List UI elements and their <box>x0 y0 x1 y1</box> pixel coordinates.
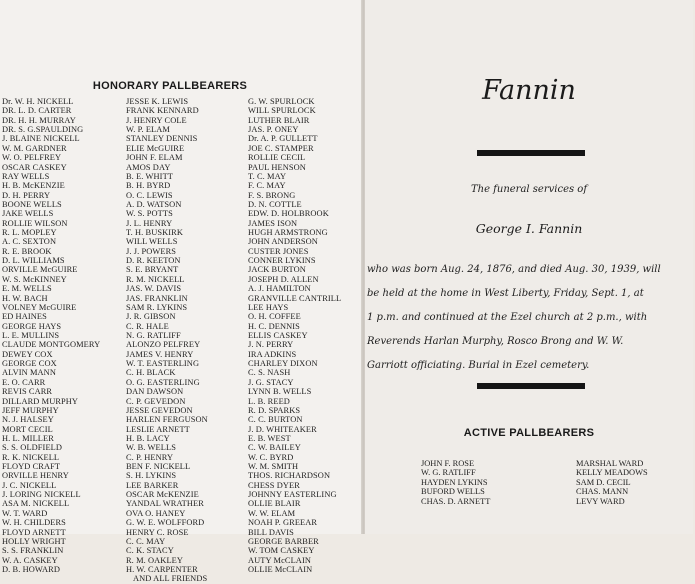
pallbearer-name: LYNN B. WELLS <box>248 387 312 397</box>
pallbearer-name: ORVILLE McGUIRE <box>2 265 78 275</box>
obituary-line: 1 p.m. and continued at the Ezel church at 2 p.m., with <box>367 312 648 323</box>
pallbearer-name: YANDAL WRATHER <box>126 499 204 509</box>
pallbearer-name: W. A. CASKEY <box>2 555 58 565</box>
pallbearer-name: D. N. COTTLE <box>248 199 302 209</box>
pallbearer-name: L. E. MULLINS <box>2 330 60 340</box>
pallbearer-name: HAYDEN LYKINS <box>421 477 488 487</box>
pallbearer-name: LUTHER BLAIR <box>248 115 310 125</box>
pallbearer-name: JAS. P. ONEY <box>248 125 299 135</box>
services-line: The funeral services of <box>470 184 588 195</box>
pallbearer-name: VOLNEY McGUIRE <box>2 302 77 312</box>
pallbearer-name: J. R. GIBSON <box>126 312 176 322</box>
pallbearer-name: OSCAR CASKEY <box>2 162 67 172</box>
pallbearer-name: GEORGE HAYS <box>2 321 62 331</box>
pallbearer-name: J. L. HENRY <box>126 218 173 228</box>
pallbearer-name: GRANVILLE CANTRILL <box>248 293 342 303</box>
pallbearer-name: LEE HAYS <box>248 302 289 312</box>
pallbearer-name: Dr. A. P. GULLETT <box>248 134 318 144</box>
pallbearer-name: LESLIE ARNETT <box>126 424 190 434</box>
pallbearer-name: KELLY MEADOWS <box>576 468 648 478</box>
pallbearer-name: ELLIS CASKEY <box>248 330 308 340</box>
pallbearer-name: F. C. MAY <box>248 181 286 191</box>
pallbearer-name: J. LORING NICKELL <box>2 490 81 500</box>
pallbearer-name: CHAS. MANN <box>576 487 629 497</box>
pallbearer-name: JAS. W. DAVIS <box>126 284 182 294</box>
pallbearer-name: ROLLIE WILSON <box>2 218 68 228</box>
honorary-column-3 <box>248 97 341 574</box>
pallbearer-name: GEORGE COX <box>2 359 57 369</box>
pallbearer-name: R. K. NICKELL <box>2 452 60 462</box>
pallbearer-name: S. E. BRYANT <box>126 265 179 275</box>
pallbearer-name: R. M. OAKLEY <box>126 555 184 565</box>
pallbearer-name: JESSE K. LEWIS <box>126 97 189 106</box>
pallbearer-name: AND ALL FRIENDS <box>133 574 208 584</box>
pallbearer-name: FLOYD ARNETT <box>2 527 66 537</box>
pallbearer-name: A. D. WATSON <box>126 199 182 209</box>
pallbearer-name: AMOS DAY <box>126 162 171 172</box>
pallbearer-name: D. B. HOWARD <box>2 564 60 574</box>
pallbearer-name: CONNER LYKINS <box>248 256 316 266</box>
pallbearer-name: FRANK KENNARD <box>126 106 199 116</box>
pallbearer-name: SAM R. LYKINS <box>126 302 188 312</box>
right-page <box>365 0 693 534</box>
pallbearer-name: DILLARD MURPHY <box>2 396 79 406</box>
pallbearer-name: H. L. MILLER <box>2 433 54 443</box>
pallbearer-name: C. K. STACY <box>126 546 174 556</box>
pallbearer-name: O. H. COFFEE <box>248 312 301 322</box>
pallbearer-name: W. M. GARDNER <box>2 143 67 153</box>
pallbearer-name: G. W. SPURLOCK <box>248 97 315 106</box>
pallbearer-name: JOE C. STAMPER <box>248 143 314 153</box>
pallbearer-name: HUGH ARMSTRONG <box>248 228 328 238</box>
pallbearer-name: DR. H. H. MURRAY <box>2 115 76 125</box>
pallbearer-name: AUTY McCLAIN <box>248 555 311 565</box>
pallbearer-name: W. S. McKINNEY <box>2 274 67 284</box>
pallbearer-name: W. M. SMITH <box>248 462 299 472</box>
pallbearer-name: REVIS CARR <box>2 387 53 397</box>
pallbearer-name: JACK BURTON <box>248 265 306 275</box>
pallbearer-name: PAUL HENSON <box>248 162 306 172</box>
pallbearer-name: W. O. PELFREY <box>2 153 62 163</box>
pallbearer-name: C. P. HENRY <box>126 452 174 462</box>
pallbearer-name: R. D. SPARKS <box>248 405 301 415</box>
pallbearer-name: ED HAINES <box>2 312 47 322</box>
obituary-line: Reverends Harlan Murphy, Rosco Brong and W. W. <box>367 336 624 347</box>
pallbearer-name: HARLEN FERGUSON <box>126 415 208 425</box>
pallbearer-name: STANLEY DENNIS <box>126 134 198 144</box>
pallbearer-name: JOHN F. ELAM <box>126 153 183 163</box>
pallbearer-name: ELIE McGUIRE <box>126 143 185 153</box>
pallbearer-name: C. H. BLACK <box>126 368 176 378</box>
pallbearer-name: D. R. KEETON <box>126 256 181 266</box>
pallbearer-name: W. TOM CASKEY <box>248 546 315 556</box>
pallbearer-name: ASA M. NICKELL <box>2 499 70 509</box>
pallbearer-name: EDW. D. HOLBROOK <box>248 209 329 219</box>
pallbearer-name: T. C. MAY <box>248 171 287 181</box>
pallbearer-name: LEVY WARD <box>576 496 625 506</box>
pallbearer-name: E. B. WEST <box>248 433 291 443</box>
pallbearer-name: A. C. SEXTON <box>2 237 57 247</box>
pallbearer-name: J. D. WHITEAKER <box>248 424 317 434</box>
pallbearer-name: BEN F. NICKELL <box>126 462 191 472</box>
pallbearer-name: CLAUDE MONTGOMERY <box>2 340 101 350</box>
pallbearer-name: JAMES ISON <box>248 218 298 228</box>
pallbearer-name: ROLLIE CECIL <box>248 153 306 163</box>
pallbearer-name: N. J. HALSEY <box>2 415 54 425</box>
pallbearer-name: W. W. ELAM <box>248 508 296 518</box>
pallbearer-name: B. E. WHITT <box>126 171 173 181</box>
pallbearer-name: OLLIE McCLAIN <box>248 564 313 574</box>
family-name-title: Fannin <box>482 75 576 106</box>
pallbearer-name: F. S. BRONG <box>248 190 296 200</box>
pallbearer-name: JOSEPH D. ALLEN <box>248 274 319 284</box>
pallbearer-name: D. L. WILLIAMS <box>2 256 65 266</box>
obituary-line: Garriott officiating. Burial in Ezel cemetery. <box>367 360 590 371</box>
pallbearer-name: G. W. E. WOLFFORD <box>126 518 205 528</box>
divider-top <box>477 150 585 156</box>
pallbearer-name: Dr. W. H. NICKELL <box>2 97 74 106</box>
pallbearer-name: R. M. NICKELL <box>126 274 185 284</box>
pallbearer-name: BILL DAVIS <box>248 527 294 537</box>
pallbearer-name: T. H. BUSKIRK <box>126 228 183 238</box>
pallbearer-name: W. H. CHILDERS <box>2 518 66 528</box>
active-column-1 <box>421 459 490 506</box>
pallbearer-name: JOHN F. ROSE <box>421 459 475 468</box>
active-column-2 <box>576 459 648 506</box>
pallbearer-name: B. H. BYRD <box>126 181 171 191</box>
pallbearer-name: WILL SPURLOCK <box>248 106 316 116</box>
pallbearer-name: CHESS DYER <box>248 480 300 490</box>
pallbearer-name: HENRY C. ROSE <box>126 527 189 537</box>
pallbearer-name: N. G. RATLIFF <box>126 330 181 340</box>
pallbearer-name: RAY WELLS <box>2 171 50 181</box>
pallbearer-name: W. B. WELLS <box>126 443 176 453</box>
pallbearer-name: W. C. BYRD <box>248 452 294 462</box>
pallbearer-name: OVA O. HANEY <box>126 508 186 518</box>
pallbearer-name: THOS. RICHARDSON <box>248 471 331 481</box>
pallbearer-name: DEWEY COX <box>2 349 53 359</box>
pallbearer-name: H. C. DENNIS <box>248 321 300 331</box>
pallbearer-name: JESSE GEVEDON <box>126 405 193 415</box>
pallbearer-name: W. T. EASTERLING <box>126 359 200 369</box>
pallbearer-name: W. G. RATLIFF <box>421 468 476 478</box>
pallbearer-name: OSCAR McKENZIE <box>126 490 199 500</box>
obituary-line: be held at the home in West Liberty, Friday, Sept. 1, at <box>367 288 644 299</box>
pallbearer-name: C. P. GEVEDON <box>126 396 186 406</box>
pallbearer-name: ALONZO PELFREY <box>126 340 201 350</box>
pallbearer-name: H. B. LACY <box>126 433 170 443</box>
pallbearer-name: FLOYD CRAFT <box>2 462 61 472</box>
pallbearer-name: SAM D. CECIL <box>576 477 631 487</box>
pallbearer-name: CUSTER JONES <box>248 246 309 256</box>
pallbearer-name: DR. L. D. CARTER <box>2 106 72 116</box>
obituary-line: who was born Aug. 24, 1876, and died Aug. 30, 1939, will <box>367 264 661 275</box>
pallbearer-name: C. C. MAY <box>126 536 166 546</box>
pallbearer-name: MORT CECIL <box>2 424 53 434</box>
pallbearer-name: BUFORD WELLS <box>421 487 485 497</box>
pallbearer-name: HOLLY WRIGHT <box>2 536 66 546</box>
pallbearer-name: NOAH P. GREEAR <box>248 518 318 528</box>
active-pallbearers-heading: ACTIVE PALLBEARERS <box>463 427 595 439</box>
pallbearer-name: O. C. LEWIS <box>126 190 173 200</box>
pallbearer-name: W. S. POTTS <box>126 209 173 219</box>
honorary-pallbearers-heading: HONORARY PALLBEARERS <box>92 80 248 92</box>
pallbearer-name: J. HENRY COLE <box>126 115 187 125</box>
pallbearer-name: H. W. CARPENTER <box>126 564 198 574</box>
deceased-name: George I. Fannin <box>475 221 583 236</box>
pallbearer-name: OLLIE BLAIR <box>248 499 301 509</box>
pallbearer-name: J. G. STACY <box>248 377 294 387</box>
pallbearer-name: S. H. LYKINS <box>126 471 177 481</box>
pallbearer-name: DR. S. G.SPAULDING <box>2 125 84 135</box>
pallbearer-name: W. T. WARD <box>2 508 48 518</box>
pallbearer-name: S. S. FRANKLIN <box>2 546 64 556</box>
pallbearer-name: WILL WELLS <box>126 237 178 247</box>
pallbearer-name: H. W. BACH <box>2 293 48 303</box>
pallbearer-name: MARSHAL WARD <box>576 459 644 468</box>
pallbearer-name: JAS. FRANKLIN <box>126 293 188 303</box>
pallbearer-name: IRA ADKINS <box>248 349 297 359</box>
pallbearer-name: L. B. REED <box>248 396 290 406</box>
pallbearer-name: LEE BARKER <box>126 480 179 490</box>
pallbearer-name: J. C. NICKELL <box>2 480 57 490</box>
pallbearer-name: E. M. WELLS <box>2 284 52 294</box>
pallbearer-name: A. J. HAMILTON <box>248 284 311 294</box>
pallbearer-name: W. P. ELAM <box>126 125 170 135</box>
pallbearer-name: ALVIN MANN <box>2 368 56 378</box>
pallbearer-name: O. G. EASTERLING <box>126 377 200 387</box>
pallbearer-name: DAN DAWSON <box>126 387 184 397</box>
pallbearer-name: C. W. BAILEY <box>248 443 301 453</box>
pallbearer-name: D. H. PERRY <box>2 190 51 200</box>
pallbearer-name: JAMES V. HENRY <box>126 349 194 359</box>
pallbearer-name: JEFF MURPHY <box>2 405 59 415</box>
pallbearer-name: S. S. OLDFIELD <box>2 443 63 453</box>
divider-bottom <box>477 383 585 389</box>
honorary-column-1 <box>2 97 100 574</box>
pallbearer-name: J. N. PERRY <box>248 340 294 350</box>
pallbearer-name: H. B. McKENZIE <box>2 181 65 191</box>
pallbearer-name: CHARLEY DIXON <box>248 359 318 369</box>
obituary-text <box>367 258 695 378</box>
pallbearer-name: C. S. NASH <box>248 368 291 378</box>
honorary-column-2 <box>126 97 208 584</box>
pallbearer-name: BOONE WELLS <box>2 199 62 209</box>
pallbearer-name: JAKE WELLS <box>2 209 54 219</box>
pallbearer-name: GEORGE BARBER <box>248 536 319 546</box>
pallbearer-name: CHAS. D. ARNETT <box>421 496 491 506</box>
pallbearer-name: R. E. BROOK <box>2 246 52 256</box>
pallbearer-name: JOHNNY EASTERLING <box>248 490 337 500</box>
pallbearer-name: C. R. HALE <box>126 321 169 331</box>
pallbearer-name: J. BLAINE NICKELL <box>2 134 80 144</box>
pallbearer-name: R. L. MOPLEY <box>2 228 57 238</box>
pallbearer-name: ORVILLE HENRY <box>2 471 69 481</box>
pallbearer-name: C. C. BURTON <box>248 415 303 425</box>
pallbearer-name: J. J. POWERS <box>126 246 177 256</box>
pallbearer-name: JOHN ANDERSON <box>248 237 318 247</box>
pallbearer-name: E. O. CARR <box>2 377 46 387</box>
